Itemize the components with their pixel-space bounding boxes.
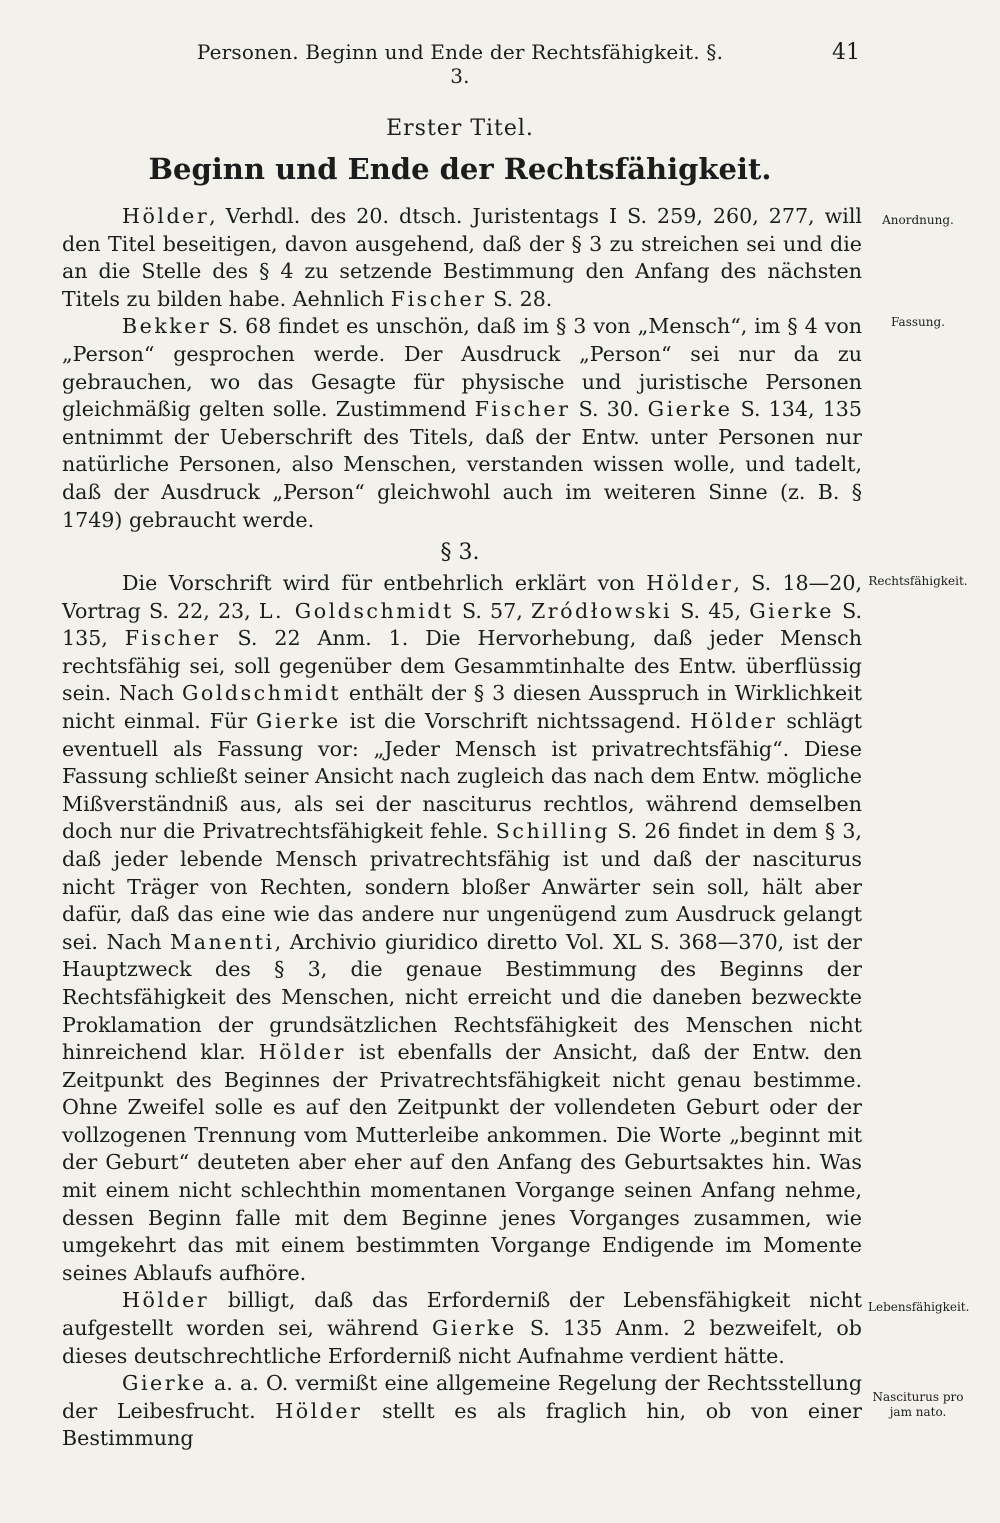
author-name: Manenti [170,929,275,954]
title-small: Erster Titel. [386,116,534,141]
author-name: L. Goldschmidt [258,598,454,623]
author-name: Hölder [646,571,734,595]
author-name: Zródłowski [530,598,673,623]
paragraph-text: a. a. O. vermißt eine allgemeine Regelung der Rechtsstellung der Leibesfrucht. [62,1371,862,1423]
paragraph-1 [62,203,862,313]
author-name: Hölder [258,1040,346,1065]
margin-note-rechtsfaehigkeit: Rechtsfähigkeit. [868,574,968,588]
paragraph-text: ist die Vorschrift nichtssagend. [340,708,691,733]
paragraph-text: S. 28. [486,286,553,311]
paragraph-text: Die Vorschrift wird für entbehrlich erklärt von [122,571,647,595]
margin-note-anordnung: Anordnung. [882,213,954,227]
section-heading: § 3. [440,540,480,565]
paragraph-text: S. 135, [62,598,863,651]
author-name: Bekker [122,314,212,339]
margin-note-lebensfaehigkeit: Lebensfähigkeit. [868,1300,970,1314]
author-name: Fischer [390,286,487,311]
paragraph-2 [62,313,862,534]
paragraph-text: billigt, daß das Erforderniß der Lebensfähigkeit nicht aufgestellt worden sei, während [62,1288,862,1341]
author-name: Gierke [431,1316,517,1341]
page-number: 41 [832,40,860,65]
paragraph-5 [62,1370,862,1453]
title-main: Beginn und Ende der Rechtsfähigkeit. [148,152,772,186]
author-name: Gierke [256,708,341,733]
author-name: Hölder [122,1288,210,1313]
author-name: Schilling [495,819,610,844]
paragraph-text: S. 134, 135 entnimmt der Ueberschrift des Titels, daß der Entw. unter Personen nur natürliche Personen, also Menschen, verstanden wissen wolle, und tadelt, daß der Ausdruck „Person“ gleichwohl auch im weiteren Sinne (z. B. § 1749) gebraucht werde. [62,397,863,532]
paragraph-4 [62,1287,862,1370]
paragraph-text: S. 57, [453,598,531,623]
author-name: Gierke [122,1371,207,1396]
running-head: Personen. Beginn und Ende der Rechtsfähigkeit. §. 3. [196,40,724,88]
paragraph-text: , Archivio giuridico diretto Vol. XL S. 368—370, ist der Hauptzweck des § 3, die genaue Bestimmung des Beginns der Rechtsfähigkeit des Menschen, nicht erreicht und die daneben bezweckte Proklamation der grundsätzlichen Rechtsfähigkeit des Menschen nicht hinreichend klar. [62,929,863,1065]
author-name: Fischer [474,397,571,422]
paragraph-text: S. 30. [570,397,648,422]
text-block-top [62,203,862,534]
paragraph-text: , S. 18—20, Vortrag S. 22, 23, [62,571,862,623]
paragraph-text: ist ebenfalls der Ansicht, daß der Entw. den Zeitpunkt des Beginnes der Privatrechtsfähigkeit nicht genau bestimme. Ohne Zweifel solle es auf den Zeitpunkt der vollendeten Geburt oder der vollzogenen Trennung vom Mutterleibe ankommen. Die Worte „beginnt mit der Geburt“ deuteten aber eher auf den Anfang des Geburtsaktes hin. Was mit einem nicht schlechthin momentanen Vorgange seinen Anfang nehme, dessen Beginn falle mit dem Beginne jenes Vorganges zusammen, wie umgekehrt das mit einem bestimmten Vorgange Endigende im Momente seines Ablaufs aufhöre. [62,1040,862,1285]
author-name: Goldschmidt [181,681,342,706]
paragraph-text: S. 135 Anm. 2 bezweifelt, ob dieses deutschrechtliche Erforderniß nicht Aufnahme verdient hätte. [62,1316,862,1368]
author-name: Hölder [275,1398,363,1423]
paragraph-text: S. 45, [672,598,750,623]
margin-note-nasciturus: Nasciturus pro jam nato. [872,1390,964,1419]
author-name: Hölder [122,204,210,228]
paragraph-text: S. 68 findet es unschön, daß im § 3 von „Mensch“, im § 4 von „Person“ gesprochen werde. Der Ausdruck „Person“ sei nur da zu gebrauchen, wo das Gesagte für physische und juristische Personen gleichmäßig gelten solle. Zustimmend [62,314,862,422]
author-name: Gierke [647,397,733,422]
author-name: Gierke [749,598,834,623]
author-name: Hölder [690,708,778,733]
paragraph-text: schlägt eventuell als Fassung vor: „Jeder Mensch ist privatrechtsfähig“. Diese Fassung schließt seiner Ansicht nach zugleich das nach dem Entw. mögliche Mißverständniß aus, als sei der nasciturus rechtlos, während demselben doch nur die Privatrechtsfähigkeit fehle. [62,708,863,844]
text-block-bottom [62,570,862,1453]
paragraph-text: enthält der § 3 diesen Ausspruch in Wirklichkeit nicht einmal. Für [62,681,863,733]
paragraph-text: S. 26 findet in dem § 3, daß jeder lebende Mensch privatrechtsfähig ist und daß der nasciturus nicht Träger von Rechten, sondern bloßer Anwärter sein soll, hält aber dafür, daß das eine wie das andere nur ungenügend zum Ausdruck gelangt sei. Nach [62,819,862,954]
author-name: Fischer [124,626,221,651]
paragraph-3 [62,570,862,1287]
paragraph-text: , Verhdl. des 20. dtsch. Juristentags I S. 259, 260, 277, will den Titel beseitigen, davon ausgehend, daß der § 3 zu streichen sei und die an die Stelle des § 4 zu setzende Bestimmung den Anfang des nächsten Titels zu bilden habe. Aehnlich [62,204,862,311]
paragraph-text: stellt es als fraglich hin, ob von einer Bestimmung [62,1398,862,1451]
margin-note-fassung: Fassung. [891,315,945,329]
paragraph-text: S. 22 Anm. 1. Die Hervorhebung, daß jeder Mensch rechtsfähig sei, soll gegenüber dem Gesammtinhalte des Entw. überflüssig sein. Nach [62,626,862,706]
